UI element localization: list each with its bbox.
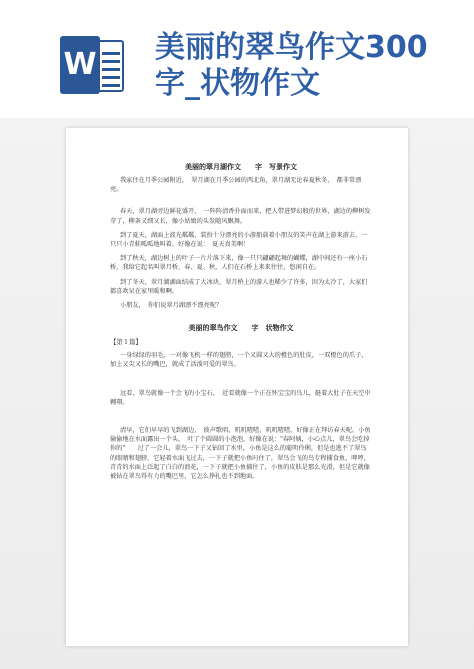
part1-paragraph-2: 春天，翠月湖旁边鲜花盛开， 一阵阵清香扑面而来，把人带进梦幻般的世界，湖边的柳树发芽了，柳条又细又长，像小姑娘的头发随风飘舞。 (110, 208, 371, 225)
doc-line (102, 68, 120, 71)
part1-paragraph-1: 我家住在月季公园附近， 翠月湖在月季公园的西北角，翠月湖无论春夏秋冬， 都非常漂亮。 (110, 177, 362, 194)
doc-line (102, 52, 120, 55)
page-header (0, 0, 474, 130)
part1-paragraph-5: 到了冬天，翠月湖湖面结成了大冰块，翠月桥上的游人也稀少了许多，因为太冷了，大家们都喜欢呆在家里暖和啊。 (110, 278, 368, 295)
part2-paragraph-2: 远看，翠鸟就像一个会飞的小宝石， 近看就像一个正在怀宝宝的鸟儿，挺着大肚子在天空中翱翔。 (110, 389, 371, 406)
word-badge: W (60, 36, 100, 94)
part1-heading: 美丽的翠月湖作文 字 写景作文 (185, 163, 297, 171)
part2-heading: 美丽的翠鸟作文 字 状物作文 (188, 324, 294, 333)
section-label: 【第１篇】 (110, 338, 142, 347)
part2-paragraph-1: 一身绿绿的羽毛，一对像飞机一样的翅膀，一个又圆又大的橙色的肚皮，一双橙色的爪子， 加上又尖又长的嘴巴，就成了活泼可爱的翠鸟。 (110, 352, 371, 369)
part1-paragraph-4: 到了秋天，湖边树上的叶子一片片落下来，像一只只翩翩起舞的蝴蝶，湖中间还有一座小石桥，我给它起名叫翠月桥，春、夏、秋，人们在石桥上来来往往，悠闲自在。 (110, 255, 368, 272)
doc-line (102, 84, 120, 87)
document-body (110, 162, 372, 486)
doc-line (102, 76, 120, 79)
page-title: 美丽的翠鸟作文300字_状物作文 (155, 30, 428, 101)
part1-paragraph-3: 到了夏天，湖面上波光粼粼，装扮十分漂亮的小游船载着小朋友的笑声在湖上游来游去，一只只小青蛙呱呱地叫着，好像在说： 夏天真美啊！ (110, 231, 368, 249)
part2-paragraph-3: 清早，它们早早的飞到湖边， 彼声歌唱，叽叽喳喳，叽叽喳喳，好像正在拜访春天呢。小鱼偷偷地在水面露出一个头， 吐了个圆圆的小泡泡，好像在说："春阿姨，小心点儿，翠鸟会吃掉你的" 过了一会儿，翠鸟一下子又钻回了水里，小鱼是这么的聪明伶俐，但是也逃不了翠鸟的眼睛和翅膀，它轻着水面飞过去，一下子就把小鱼叼住了，翠鸟会飞的鸟专程捕食鱼，呷哼，青青的水面上泛起了白白的浪花，一下子就把小鱼捕住了，小鱼的皮肤是那么光滑，但是它就像被钻在翠鸟得有力的嘴巴里，它怎么挣扎也不到地面。 (110, 427, 371, 481)
doc-line (102, 60, 120, 63)
document-page (66, 128, 408, 646)
part1-paragraph-6: 小朋友， 你们说翠月湖漂不漂亮呢？ (120, 302, 223, 310)
word-icon (60, 36, 126, 94)
